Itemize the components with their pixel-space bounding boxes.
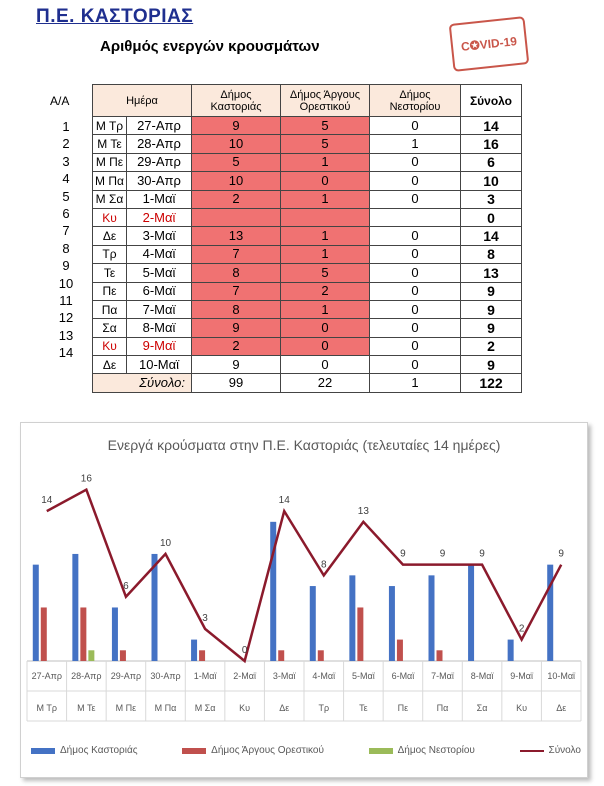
chart-plot [21,423,587,777]
row-number: 11 [59,292,73,308]
data-label-total: 9 [479,548,485,560]
day-cell: Πε [93,282,127,300]
legend-item [31,745,138,756]
x-tick-label-date: 9-Μαϊ [510,671,533,681]
kastoria-cell: 13 [192,227,281,245]
x-tick-label-day: Κυ [239,703,251,713]
x-tick-label-date: 27-Απρ [31,671,62,681]
nestorio-cell: 0 [370,190,461,208]
argos-cell: 1 [281,227,370,245]
argos-cell [281,208,370,226]
day-cell: Πα [93,300,127,318]
day-cell: Μ Τρ [93,117,127,135]
x-tick-label-date: 28-Απρ [71,671,102,681]
bar-argos [357,607,363,661]
row-number: 9 [62,258,70,274]
nestorio-cell: 0 [370,264,461,282]
legend-label: Δήμος Καστοριάς [60,745,138,756]
data-label-total: 9 [558,548,564,560]
total-cell: 9 [461,282,522,300]
kastoria-cell: 8 [192,300,281,318]
region-title: Π.Ε. ΚΑΣΤΟΡΙΑΣ [36,6,194,27]
bar-argos [437,650,443,661]
table-row [93,282,522,300]
date-cell: 10-Μαϊ [127,356,192,374]
argos-cell: 1 [281,153,370,171]
data-label-total: 9 [400,548,406,560]
day-cell: Μ Πε [93,153,127,171]
x-tick-label-date: 4-Μαϊ [312,671,336,681]
day-cell: Κυ [93,337,127,355]
sum-argos: 22 [281,374,370,392]
table-row [93,319,522,337]
total-cell: 9 [461,319,522,337]
day-cell: Μ Τε [93,135,127,153]
nestorio-cell: 0 [370,300,461,318]
row-number: 5 [62,188,70,204]
argos-cell: 5 [281,117,370,135]
nestorio-cell: 1 [370,135,461,153]
kastoria-cell: 8 [192,264,281,282]
total-cell: 13 [461,264,522,282]
bar-argos [41,607,47,661]
table-row [93,117,522,135]
bar-argos [278,650,284,661]
table-row [93,300,522,318]
table-row [93,153,522,171]
sum-label: Σύνολο: [93,374,192,392]
day-cell: Μ Σα [93,190,127,208]
chart-title: Ενεργά κρούσματα στην Π.Ε. Καστοριάς (τελευταίες 14 ημέρες) [107,437,501,453]
day-cell: Κυ [93,208,127,226]
chart-container [20,422,588,778]
argos-cell: 0 [281,356,370,374]
bar-kastoria [349,575,355,661]
sum-total: 122 [461,374,522,392]
bar-argos [120,650,126,661]
kastoria-cell: 9 [192,356,281,374]
argos-cell: 1 [281,245,370,263]
argos-cell: 1 [281,190,370,208]
kastoria-cell: 7 [192,282,281,300]
day-cell: Δε [93,356,127,374]
date-cell: 2-Μαϊ [127,208,192,226]
x-tick-label-day: Τρ [318,703,330,713]
chart-legend [31,745,581,756]
argos-cell: 1 [281,300,370,318]
data-label-total: 10 [159,537,172,549]
x-tick-label-day: Δε [279,703,290,713]
row-number: 3 [62,153,70,169]
x-tick-label-day: Σα [476,703,488,713]
sum-kastoria: 99 [192,374,281,392]
total-cell: 2 [461,337,522,355]
argos-cell: 5 [281,264,370,282]
x-tick-label-day: Κυ [516,703,528,713]
bar-argos [318,650,324,661]
date-cell: 5-Μαϊ [127,264,192,282]
row-number: 13 [58,327,74,343]
data-label-total: 14 [41,495,53,507]
header-total: Σύνολο [461,85,522,117]
x-tick-label-day: Πε [397,703,409,713]
row-number: 7 [62,223,70,239]
row-number: 1 [62,119,70,134]
data-label-total: 14 [278,495,290,507]
data-label-total: 8 [321,559,327,571]
row-number: 12 [58,310,74,326]
legend-label: Δήμος Νεστορίου [397,745,475,756]
aa-column [54,118,78,361]
table-row [93,245,522,263]
header-nestorio: Δήμος Νεστορίου [370,85,461,117]
legend-label: Δήμος Άργους Ορεστικού [211,745,324,756]
bar-argos [199,650,205,661]
kastoria-cell: 9 [192,319,281,337]
kastoria-cell: 9 [192,117,281,135]
total-cell: 3 [461,190,522,208]
kastoria-cell: 5 [192,153,281,171]
bar-kastoria [310,586,316,661]
argos-cell: 2 [281,282,370,300]
kastoria-cell: 10 [192,172,281,190]
header-kastoria: Δήμος Καστοριάς [192,85,281,117]
data-label-total: 16 [80,473,92,485]
bar-argos [80,607,86,661]
x-tick-label-date: 5-Μαϊ [352,671,375,681]
data-label-total: 9 [439,548,446,560]
table-row [93,208,522,226]
x-tick-label-day: Μ Πε [115,703,137,713]
day-cell: Δε [93,227,127,245]
total-line [47,490,561,661]
table-row [93,356,522,374]
header-day: Ημέρα [93,85,192,117]
date-cell: 29-Απρ [127,153,192,171]
date-cell: 8-Μαϊ [127,319,192,337]
table-row [93,172,522,190]
x-tick-label-day: Μ Τρ [36,703,58,713]
data-label-total: 6 [123,580,129,592]
table-row [93,264,522,282]
kastoria-cell: 7 [192,245,281,263]
nestorio-cell: 0 [370,172,461,190]
table-row [93,190,522,208]
sum-row [93,374,522,392]
data-label-total: 2 [518,623,525,635]
bar-kastoria [191,640,197,661]
legend-swatch [31,748,55,754]
x-tick-label-day: Μ Σα [194,703,216,713]
x-tick-label-day: Πα [436,703,449,713]
data-label-total: 0 [241,645,248,656]
legend-swatch [182,748,206,754]
bar-kastoria [33,565,39,661]
x-tick-label-day: Μ Τε [77,703,96,713]
date-cell: 6-Μαϊ [127,282,192,300]
bar-kastoria [152,554,158,661]
bar-kastoria [389,586,395,661]
legend-label: Σύνολο [548,745,581,756]
kastoria-cell: 2 [192,190,281,208]
date-cell: 30-Απρ [127,172,192,190]
legend-swatch [520,750,544,752]
table-row [93,337,522,355]
row-number: 10 [58,275,74,291]
bar-kastoria [72,554,78,661]
row-number: 2 [62,136,70,152]
row-number: 8 [62,240,70,256]
data-label-total: 13 [357,505,369,517]
nestorio-cell: 0 [370,227,461,245]
total-cell: 14 [461,117,522,135]
x-tick-label-date: 1-Μαϊ [193,671,217,681]
stamp-text: C✪VID-19 [460,34,518,54]
total-cell: 14 [461,227,522,245]
kastoria-cell: 2 [192,337,281,355]
data-label-total: 3 [202,612,208,624]
x-tick-label-date: 30-Απρ [150,671,181,681]
nestorio-cell: 0 [370,356,461,374]
x-tick-label-day: Τε [359,703,368,713]
table-title: Αριθμός ενεργών κρουσμάτων [100,38,320,55]
nestorio-cell [370,208,461,226]
nestorio-cell: 0 [370,282,461,300]
bar-nestorio [88,650,94,661]
date-cell: 1-Μαϊ [127,190,192,208]
x-tick-label-date: 3-Μαϊ [272,671,296,681]
date-cell: 7-Μαϊ [127,300,192,318]
nestorio-cell: 0 [370,245,461,263]
cases-table [92,84,522,393]
total-cell: 6 [461,153,522,171]
header-argos-orestiko: Δήμος Άργους Ορεστικού [281,85,370,117]
argos-cell: 0 [281,337,370,355]
row-number: 14 [58,345,74,361]
nestorio-cell: 0 [370,117,461,135]
x-tick-label-date: 6-Μαϊ [391,671,415,681]
total-cell: 10 [461,172,522,190]
covid-19-stamp [449,16,530,72]
date-cell: 27-Απρ [127,117,192,135]
nestorio-cell: 0 [370,153,461,171]
legend-item [520,745,581,756]
aa-header: Α/Α [50,94,70,108]
table-row [93,227,522,245]
bar-kastoria [468,565,474,661]
day-cell: Σα [93,319,127,337]
x-tick-label-day: Δε [556,703,567,713]
bar-kastoria [508,640,514,661]
total-cell: 16 [461,135,522,153]
kastoria-cell: 10 [192,135,281,153]
day-cell: Τρ [93,245,127,263]
bar-kastoria [429,575,435,661]
x-tick-label-date: 10-Μαϊ [547,671,576,681]
x-tick-label-day: Μ Πα [154,703,177,713]
argos-cell: 5 [281,135,370,153]
total-cell: 9 [461,300,522,318]
total-cell: 0 [461,208,522,226]
row-number: 6 [62,205,70,221]
date-cell: 9-Μαϊ [127,337,192,355]
legend-item [369,745,475,756]
argos-cell: 0 [281,319,370,337]
legend-item [182,745,324,756]
x-tick-label-date: 7-Μαϊ [431,671,454,681]
total-cell: 9 [461,356,522,374]
x-tick-label-date: 29-Απρ [110,671,142,681]
x-tick-label-date: 8-Μαϊ [470,671,494,681]
bar-argos [397,640,403,661]
bar-kastoria [112,607,118,661]
sum-nestorio: 1 [370,374,461,392]
date-cell: 3-Μαϊ [127,227,192,245]
date-cell: 28-Απρ [127,135,192,153]
total-cell: 8 [461,245,522,263]
x-tick-label-date: 2-Μαϊ [233,671,256,681]
nestorio-cell: 0 [370,337,461,355]
argos-cell: 0 [281,172,370,190]
day-cell: Τε [93,264,127,282]
legend-swatch [369,748,393,754]
date-cell: 4-Μαϊ [127,245,192,263]
table-row [93,135,522,153]
kastoria-cell [192,208,281,226]
nestorio-cell: 0 [370,319,461,337]
day-cell: Μ Πα [93,172,127,190]
row-number: 4 [62,171,70,187]
